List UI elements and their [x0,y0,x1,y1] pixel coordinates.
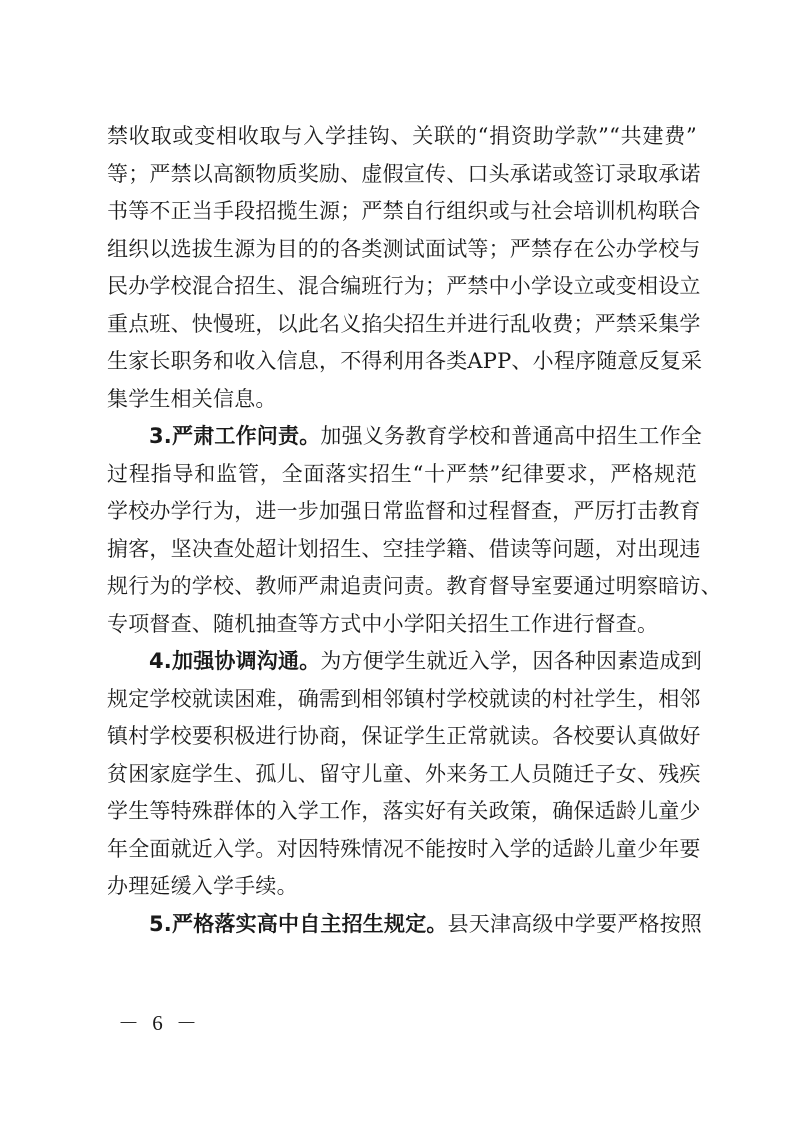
text-line: 掮客，坚决查处超计划招生、空挂学籍、借读等问题，对出现违 [107,536,701,561]
heading-rest-text: 加强义务教育学校和普通高中招生工作全 [320,424,702,448]
heading-rest-text: 县天津高级中学要严格按照 [447,911,702,936]
heading-rest-text: 为方便学生就近入学，因各种因素造成到 [320,649,702,673]
paragraph-first-line [107,418,702,456]
text-line: 禁收取或变相收取与入学挂钩、关联的“捐资助学款”“共建费” [107,124,697,148]
text-line: 集学生相关信息。 [107,386,277,411]
text-line: 贫困家庭学生、孤儿、留守儿童、外来务工人员随迁子女、残疾 [107,761,701,786]
text-line: 规定学校就读困难，确需到相邻镇村学校就读的村社学生，相邻 [107,686,701,711]
section-heading: 5.严格落实高中自主招生规定。 [149,911,448,936]
text-line: 专项督查、随机抽查等方式中小学阳关招生工作进行督查。 [107,611,659,636]
text-line: 年全面就近入学。对因特殊情况不能按时入学的适龄儿童少年要 [107,836,701,861]
section-heading: 3.严肃工作问责。 [149,424,321,448]
text-line: 组织以选拔生源为目的的各类测试面试等；严禁存在公办学校与 [107,236,701,261]
page-number: － 6 － [118,1011,201,1035]
paragraph-first-line [107,643,702,681]
text-line: 学校办学行为，进一步加强日常监督和过程督查，严厉打击教育 [107,499,701,523]
text-line: 办理延缓入学手续。 [107,874,298,898]
text-line: 镇村学校要积极进行协商，保证学生正常就读。各校要认真做好 [107,724,701,748]
text-line: 等；严禁以高额物质奖励、虚假宣传、口头承诺或签订录取承诺 [107,161,701,186]
text-line: 规行为的学校、教师严肃追责问责。教育督导室要通过明察暗访、 [107,574,722,598]
text-line: 重点班、快慢班，以此名义掐尖招生并进行乱收费；严禁采集学 [107,311,701,336]
paragraph-first-line [107,906,702,944]
body-text [107,118,722,943]
text-line: 过程指导和监管，全面落实招生“十严禁”纪律要求，严格规范 [107,461,697,486]
text-line: 书等不正当手段招揽生源；严禁自行组织或与社会培训机构联合 [107,199,701,223]
text-line: 学生等特殊群体的入学工作，落实好有关政策，确保适龄儿童少 [107,799,701,823]
text-line: 生家长职务和收入信息，不得利用各类APP、小程序随意反复采 [107,349,703,373]
text-line: 民办学校混合招生、混合编班行为；严禁中小学设立或变相设立 [107,274,701,298]
section-heading: 4.加强协调沟通。 [149,649,321,673]
